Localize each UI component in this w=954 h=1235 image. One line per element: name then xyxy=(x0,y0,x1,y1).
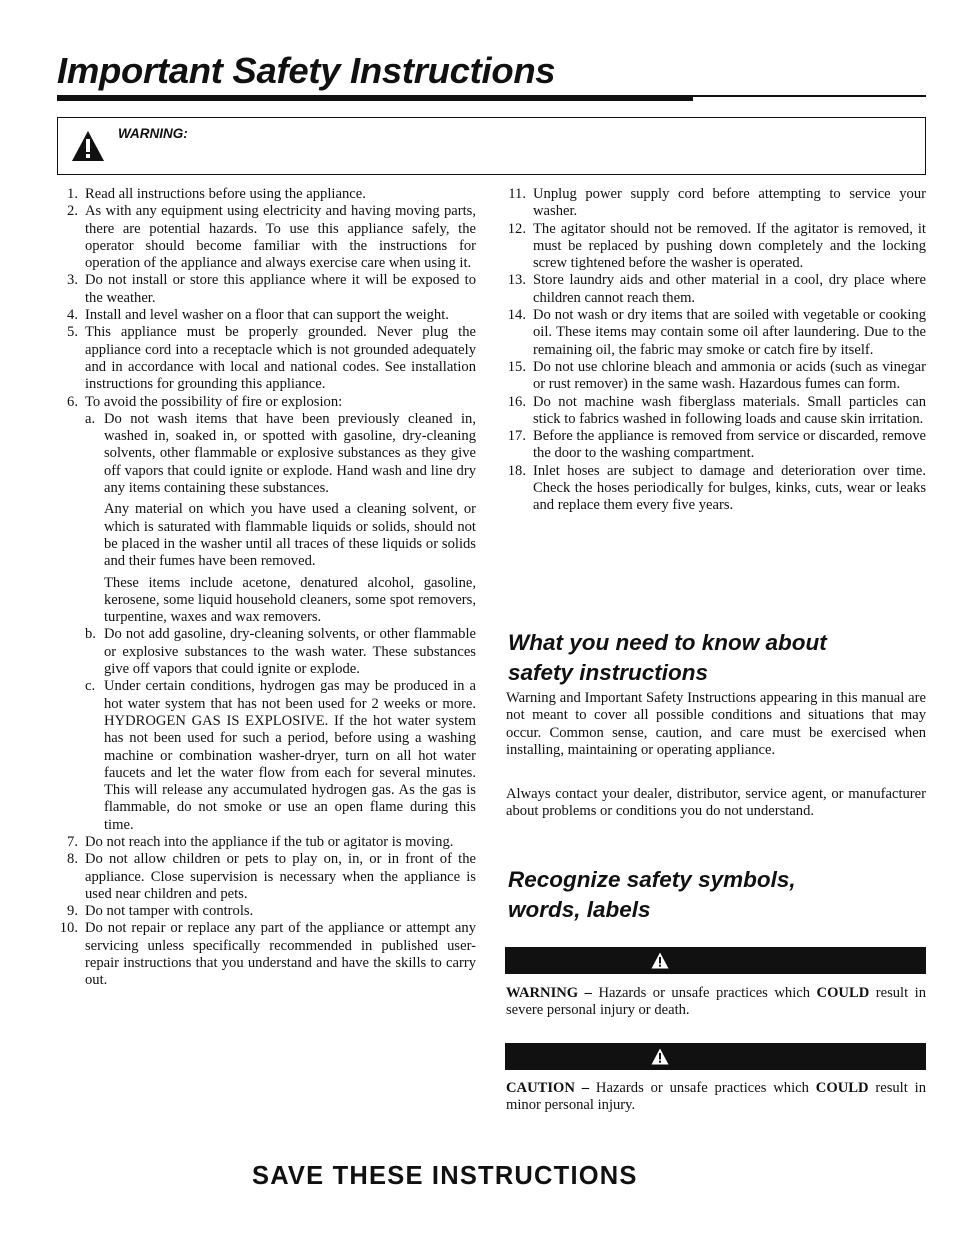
caution-definition: CAUTION – Hazards or unsafe practices which COULD result in minor personal injury. xyxy=(506,1080,926,1114)
warning-definition: WARNING – Hazards or unsafe practices which COULD result in severe personal injury or death. xyxy=(506,985,927,1019)
list-item: 7. Do not reach into the appliance if the tub or agitator is moving. xyxy=(67,833,454,850)
list-item: 2. As with any equipment using electricity and having moving parts, there are potential hazards. To use this appliance safely, the operator should become familiar with the instructions for operation of the appliance and always exercise care when using it. xyxy=(67,203,476,272)
list-item: 12. The agitator should not be removed. If the agitator is removed, it must be replaced by pushing down completely and the locking screw tightened before the washer is operated. xyxy=(507,220,926,272)
list-item: 15. Do not use chlorine bleach and ammonia or acids (such as vinegar or rust remover) in the same wash. Hazardous fumes can form. xyxy=(507,358,926,393)
list-item: 11. Unplug power supply cord before attempting to service your washer. xyxy=(508,186,926,220)
list-item: 8. Do not allow children or pets to play on, in, or in front of the appliance. Close supervision is necessary when the appliance is used near children and pets. xyxy=(67,851,476,902)
sub-item-a: a. Do not wash items that have been previously cleaned in, washed in, soaked in, or spotted with gasoline, dry-cleaning solvents, other flammable or explosive substances as they give off vapors that could ignite or explode. Hand wash and line dry any items containing these substances. xyxy=(85,410,476,497)
list-item: 16. Do not machine wash fiberglass materials. Small particles can stick to fabrics washed in following loads and cause skin irritation. xyxy=(507,393,926,427)
warning-label: WARNING: xyxy=(118,126,188,141)
title-rule-thin xyxy=(693,95,926,97)
right-column xyxy=(506,186,926,515)
list-item: 10. Do not repair or replace any part of the appliance or attempt any servicing unless specifically recommended in published user-repair instructions that you understand and have the skills to carry out. xyxy=(59,920,476,989)
caution-triangle-icon xyxy=(651,1048,669,1065)
list-item: 3. Do not install or store this appliance where it will be exposed to the weather. xyxy=(67,272,476,306)
section-heading-safety-symbols: Recognize safety symbols, words, labels xyxy=(508,867,796,922)
page-title: Important Safety Instructions xyxy=(57,50,556,91)
sub-item-c: c. Under certain conditions, hydrogen gas may be produced in a hot water system that has not been used for 2 weeks or more. HYDROGEN GAS IS EXPLOSIVE. If the hot water system has not been used for such a period, before using a washing machine or combination washer-dryer, turn on all hot water faucets and let the water flow from each for several minutes. This will release any accumulated hydrogen gas. As the gas is flammable, do not smoke or use an open flame during this time. xyxy=(85,678,476,833)
list-item: 6. To avoid the possibility of fire or explosion: xyxy=(67,393,343,410)
list-item: 17. Before the appliance is removed from service or discarded, remove the door to the washing compartment. xyxy=(507,428,926,462)
list-item: 5. This appliance must be properly grounded. Never plug the appliance cord into a receptacle which is not grounded adequately and in accordance with local and national codes. See installation instructions for grounding this appliance. xyxy=(67,324,476,393)
caution-signal-bar xyxy=(505,1043,926,1070)
warning-triangle-icon xyxy=(651,952,669,969)
list-item: 1. Read all instructions before using the appliance. xyxy=(67,186,366,202)
warning-signal-bar xyxy=(505,947,926,974)
title-rule-thick xyxy=(57,95,693,101)
list-item: 9. Do not tamper with controls. xyxy=(67,903,254,920)
section-heading-safety-instructions: What you need to know about safety instructions xyxy=(508,630,827,685)
sub-paragraph: These items include acetone, denatured alcohol, gasoline, kerosene, some liquid household cleaners, some spot removers, turpentine, waxes and wax removers. xyxy=(104,574,476,626)
left-column xyxy=(58,186,476,990)
paragraph: Always contact your dealer, distributor, service agent, or manufacturer about problems or conditions you do not understand. xyxy=(506,786,926,820)
paragraph: Warning and Important Safety Instructions appearing in this manual are not meant to cover all possible conditions and situations that may occur. Common sense, caution, and care must be exercised when installing, maintaining or operating appliance. xyxy=(506,690,926,758)
list-item: 14. Do not wash or dry items that are soiled with vegetable or cooking oil. These items may contain some oil after laundering. Due to the remaining oil, the fabric may smoke or catch fire by itself. xyxy=(507,307,926,358)
sub-paragraph: Any material on which you have used a cleaning solvent, or which is saturated with flammable liquids or solids, should not be placed in the washer until all traces of these liquids or solids and their fumes have been removed. xyxy=(104,501,476,570)
list-item: 18. Inlet hoses are subject to damage and deterioration over time. Check the hoses periodically for bulges, kinks, cuts, wear or leaks and replace them every five years. xyxy=(507,462,926,514)
list-item: 13. Store laundry aids and other material in a cool, dry place where children cannot reach them. xyxy=(507,272,926,306)
sub-item-b: b. Do not add gasoline, dry-cleaning solvents, or other flammable or explosive substances to the wash water. These substances give off vapors that could ignite or explode. xyxy=(85,626,476,678)
footer-save-instructions: SAVE THESE INSTRUCTIONS xyxy=(252,1162,638,1190)
list-item: 4. Install and level washer on a floor that can support the weight. xyxy=(67,307,449,324)
warning-triangle-icon xyxy=(71,130,105,162)
warning-box xyxy=(57,117,926,175)
